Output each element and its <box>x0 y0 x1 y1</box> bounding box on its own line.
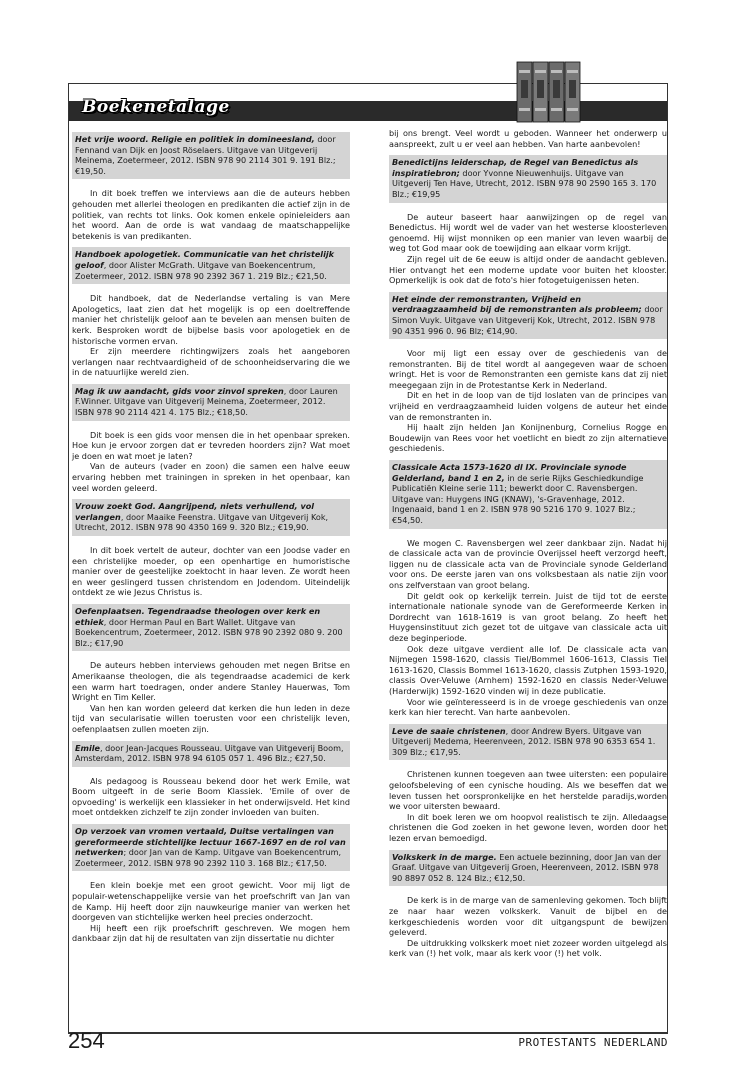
book-meta: , door Alister McGrath. Uitgave van Boekencentrum, Zoetermeer, 2012. ISBN 978 90 2392 367 1. 219 Blz.; €21,50. <box>75 259 327 281</box>
book-title: Classicale Acta 1573-1620 dl IX. Provinciale synode Gelderland, band 1 en 2, <box>392 462 627 483</box>
book-meta: , door Maaike Feenstra. Uitgave van Uitgeverij Kok, Utrecht, 2012. ISBN 978 90 4350 169 9. 320 Blz.; €19,90. <box>75 511 329 533</box>
book-meta: , door Andrew Byers. Uitgave van Uitgeverij Medema, Heerenveen, 2012. ISBN 978 90 6353 654 1. 309 Blz.; €17,95. <box>392 725 656 757</box>
paragraph: De uitdrukking volkskerk moet niet zozeer worden uitgelegd als kerk van (!) het volk, maar als kerk voor (!) het volk. <box>389 937 667 959</box>
paragraph: Ook deze uitgave verdient alle lof. De classicale acta van Nijmegen 1598-1620, classis Tiel/Bommel 1606-1613, Classis Tiel 1613-1620, Classis Bommel 1613-1620, classis Zutphen 1593-1920, classis Over-Veluwe (Arnhem) 1592-1620 en classis Neder-Veluwe (Harderwijk) 1592-1620 vinden wij in deze publicatie. <box>389 643 667 696</box>
book-entry-header <box>389 850 667 887</box>
review-body <box>72 430 350 494</box>
paragraph: Van de auteurs (vader en zoon) die samen een halve eeuw ervaring hebben met trainingen in spreken in het openbaar, kan veel worden geleerd. <box>72 461 350 493</box>
review-body <box>72 545 350 598</box>
paragraph: De auteurs hebben interviews gehouden met negen Britse en Amerikaanse theologen, die als tegendraadse academici de kerk een warm hart toedragen, onder andere Stanley Hauerwas, Tom Wright en Tim Keller. <box>72 660 350 703</box>
book-meta: door Yvonne Nieuwenhuijs. Uitgave van Uitgeverij Ten Have, Utrecht, 2012. ISBN 978 90 2590 165 3. 170 Blz.; €19,95 <box>392 167 657 199</box>
paragraph: Hij heeft een rijk proefschrift geschreven. We mogen hem dankbaar zijn dat hij de resultaten van zijn dissertatie nu dichter <box>72 922 350 944</box>
book-title: Vrouw zoekt God. Aangrijpend, niets verhullend, vol verlangen <box>75 501 315 522</box>
book-meta: , door Jean-Jacques Rousseau. Uitgave van Uitgeverij Boom, Amsterdam, 2012. ISBN 978 94 6105 057 1. 496 Blz.; €27,50. <box>75 742 344 764</box>
paragraph: bij ons brengt. Veel wordt u geboden. Wanneer het onderwerp u aanspreekt, zult u er veel aan hebben. Van harte aanbevolen! <box>389 128 667 149</box>
book-entry-header <box>389 292 667 339</box>
running-title: PROTESTANTS NEDERLAND <box>518 1036 668 1049</box>
book-title: Handboek apologetiek. Communicatie van het christelijk geloof <box>75 249 335 270</box>
book-meta: door Fennand van Dijk en Joost Röselaers. Uitgave van Uitgeverij Meinema, Zoetermeer, 2012. ISBN 978 90 2114 301 9. 191 Blz.; €19,50. <box>75 134 336 176</box>
book-entry-header <box>72 741 350 767</box>
book-title: Het vrije woord. Religie en politiek in domineesland, <box>75 134 315 144</box>
paragraph: In dit boek leren we om hoopvol realistisch te zijn. Alledaagse christenen die God zoeken in het gewone leven, worden door het lezen ervan bemoedigd. <box>389 811 667 844</box>
review-body <box>72 660 350 734</box>
paragraph: Dit geldt ook op kerkelijk terrein. Juist de tijd tot de eerste internationale nationale synode van de Gereformeerde Kerken in Dordrecht van 1618-1619 is van groot belang. Zo heeft het Huygensinstituut zich gezet tot de uitgave van classicale acta uit deze beginperiode. <box>389 590 667 643</box>
paragraph: Als pedagoog is Rousseau bekend door het werk Emile, wat Boom uitgeeft in de serie Boom Klassiek. 'Emile of over de opvoeding' is werkelijk een klassieker in het onderwijsveld. Het kind moet ontdekken zichzelf te zijn zonder invloeden van buiten. <box>72 775 350 818</box>
paragraph: Zijn regel uit de 6e eeuw is altijd onder de aandacht gebleven. Hier ontvangt het een moderne update voor buiten het klooster. Opmerkelijk is ook dat de foto's hier fotogetuigenissen heten. <box>389 253 667 286</box>
review-body <box>389 538 667 718</box>
book-title: Op verzoek van vromen vertaald, Duitse vertalingen van gereformeerde stichtelijke lectuur 1667-1697 en de rol van netwerken <box>75 826 346 858</box>
book-meta: ; door Jan van de Kamp. Uitgave van Boekencentrum, Zoetermeer, 2012. ISBN 978 90 2392 110 3. 168 Blz.; €17,50. <box>75 847 342 868</box>
book-meta: , door Herman Paul en Bart Wallet. Uitgave van Boekencentrum, Zoetermeer, 2012. ISBN 978 90 2392 080 9. 200 Blz.; €17,90 <box>75 616 343 648</box>
book-entry-header <box>72 247 350 284</box>
review-body <box>72 293 350 378</box>
footer-rule <box>68 1033 668 1034</box>
paragraph: De auteur baseert haar aanwijzingen op de regel van Benedictus. Hij wordt wel de vader van het westerse kloosterleven genoemd. Hij wijst monniken op een manier van leven waarbij de weg tot God maar ook de toewijding aan elkaar vorm krijgt. <box>389 211 667 254</box>
paragraph: Christenen kunnen toegeven aan twee uitersten: een populaire geloofsbeleving of een cynische houding. Als we beseffen dat we leven tussen het oorspronkelijke en het herstelde paradijs,worden we voor uitersten bewaard. <box>389 769 667 812</box>
paragraph: De kerk is in de marge van de samenleving gekomen. Toch blijft ze naar haar wezen volkskerk. Vanuit de bijbel en de kerkgeschiedenis worden voor dit uitgangspunt de bewijzen geleverd. <box>389 895 667 938</box>
book-entry-header <box>72 384 350 421</box>
paragraph: Dit boek is een gids voor mensen die in het openbaar spreken. Hoe kun je ervoor zorgen dat er tevreden hoorders zijn? Wat moet je doen en wat moet je laten? <box>72 429 350 461</box>
review-body <box>389 212 667 286</box>
book-meta: in de serie Rijks Geschiedkundige Publicatiën Kleine serie 111; bewerkt door C. Ravensbergen. Uitgave van: Huygens ING (KNAW), 's-Gravenhage, 2012. Ingenaaid, band 1 en 2. ISBN 978 90 5216 170 9. 1027 Blz.; €54,50. <box>392 472 644 525</box>
paragraph: Voor mij ligt een essay over de geschiedenis van de remonstranten. Bij de titel wordt al aangegeven waar de schoen wringt. Het is voor de Remonstranten een gemiste kans dat zij niet meegegaan zijn in de Protestantse Kerk in Nederland. <box>389 348 667 390</box>
paragraph: In dit boek treffen we interviews aan die de auteurs hebben gehouden met allerlei theologen en predikanten die actief zijn in de politiek, van rechts tot links. Ook komen enkele opinieleiders aan het woord. Aan de orde is wat vandaag de maatschappelijke betekenis is van predikanten. <box>72 188 350 241</box>
book-entry-header <box>389 724 667 761</box>
book-meta: , door Lauren F.Winner. Uitgave van Uitgeverij Meinema, Zoetermeer, 2012. ISBN 978 90 2114 421 4. 175 Blz.; €18,50. <box>75 385 338 418</box>
book-title: Oefenplaatsen. Tegendraadse theologen over kerk en ethiek <box>75 605 321 627</box>
book-title: Emile <box>75 742 101 753</box>
book-entry-header <box>389 155 667 202</box>
books-icon <box>515 58 585 126</box>
book-entry-header <box>72 824 350 871</box>
review-body <box>389 895 667 959</box>
review-body <box>389 769 667 843</box>
continuation-text <box>389 128 667 149</box>
book-title: Volkskerk in de marge. <box>392 851 497 862</box>
paragraph: Van hen kan worden geleerd dat kerken die hun leden in deze tijd van secularisatie willen toerusten voor een christelijk leven, oefenplaatsen zullen moeten zijn. <box>72 702 350 734</box>
right-column <box>389 128 667 965</box>
book-entry-header <box>72 499 350 536</box>
paragraph: In dit boek vertelt de auteur, dochter van een Joodse vader en een christelijke moeder, op een openhartige en humoristische manier over de geestelijke zoektocht in haar leven. Ze wordt heen en weer geslingerd tussen christendom en Jodendom. Uiteindelijk ontdekt ze wie Jezus Christus is. <box>72 545 350 598</box>
book-meta: door Simon Vuyk. Uitgave van Uitgeverij Kok, Utrecht, 2012. ISBN 978 90 4351 996 0. 96 Blz; €14,90. <box>392 304 663 336</box>
paragraph: Dit en het in de loop van de tijd loslaten van de principes van vrijheid en verdraagzaamheid luiden volgens de auteur het einde van de remonstranten in. <box>389 390 667 422</box>
review-body <box>389 348 667 454</box>
book-entry-header <box>72 604 350 651</box>
page-number: 254 <box>68 1028 105 1053</box>
review-body <box>72 188 350 241</box>
paragraph: Dit handboek, dat de Nederlandse vertaling is van Mere Apologetics, laat zien dat het mogelijk is op een doeltreffende manier het christelijk geloof aan te bevelen aan mensen buiten de kerk. Besproken wordt de bijbelse basis voor apologetiek en de historische vormen ervan. <box>72 293 350 346</box>
review-body <box>72 776 350 818</box>
paragraph: Voor wie geïnteresseerd is in de vroege geschiedenis van onze kerk kan hier terecht. Van harte aanbevolen. <box>389 696 667 718</box>
paragraph: Een klein boekje met een groot gewicht. Voor mij ligt de populair-wetenschappelijke versie van het proefschrift van Jan van de Kamp. Hij heeft door zijn nauwkeurige manier van werken het doorgeven van stichtelijke werken heel precies onderzocht. <box>72 880 350 923</box>
review-body <box>72 880 350 944</box>
paragraph: We mogen C. Ravensbergen wel zeer dankbaar zijn. Nadat hij de classicale acta van de provincie Overijssel heeft verzorgd heeft, liggen nu de classicale acta van de Provinciale synode Gelderland voor ons. De eerste jaren van ons volksbestaan als natie zijn voor ons zelfverstaan van groot belang. <box>389 537 667 590</box>
book-meta: Een actuele bezinning, door Jan van der Graaf. Uitgave van Uitgeverij Groen, Heerenveen, 2012. ISBN 978 90 8897 052 8. 124 Blz.; €12,50. <box>392 851 661 883</box>
book-title: Mag ik uw aandacht, gids voor zinvol spreken <box>75 385 284 396</box>
book-title: Benedictijns leiderschap, de Regel van Benedictus als inspiratiebron; <box>392 157 639 178</box>
paragraph: Er zijn meerdere richtingwijzers zoals het aangeboren verlangen naar rechtvaardigheid of de schoonheidservaring die we in de natuurlijke wereld zien. <box>72 346 350 378</box>
left-column <box>72 128 350 950</box>
book-entry-header <box>72 132 350 179</box>
section-title: Boekenetalage <box>82 97 230 117</box>
book-entry-header <box>389 460 667 529</box>
book-title: Het einde der remonstranten, Vrijheid en verdraagzaamheid bij de remonstranten als probleem; <box>392 293 642 315</box>
book-title: Leve de saaie christenen <box>392 725 506 736</box>
paragraph: Hij haalt zijn helden Jan Konijnenburg, Cornelius Rogge en Boudewijn van Rees voor het voetlicht en biedt zo zijn alternatieve geschiedenis. <box>389 422 667 454</box>
